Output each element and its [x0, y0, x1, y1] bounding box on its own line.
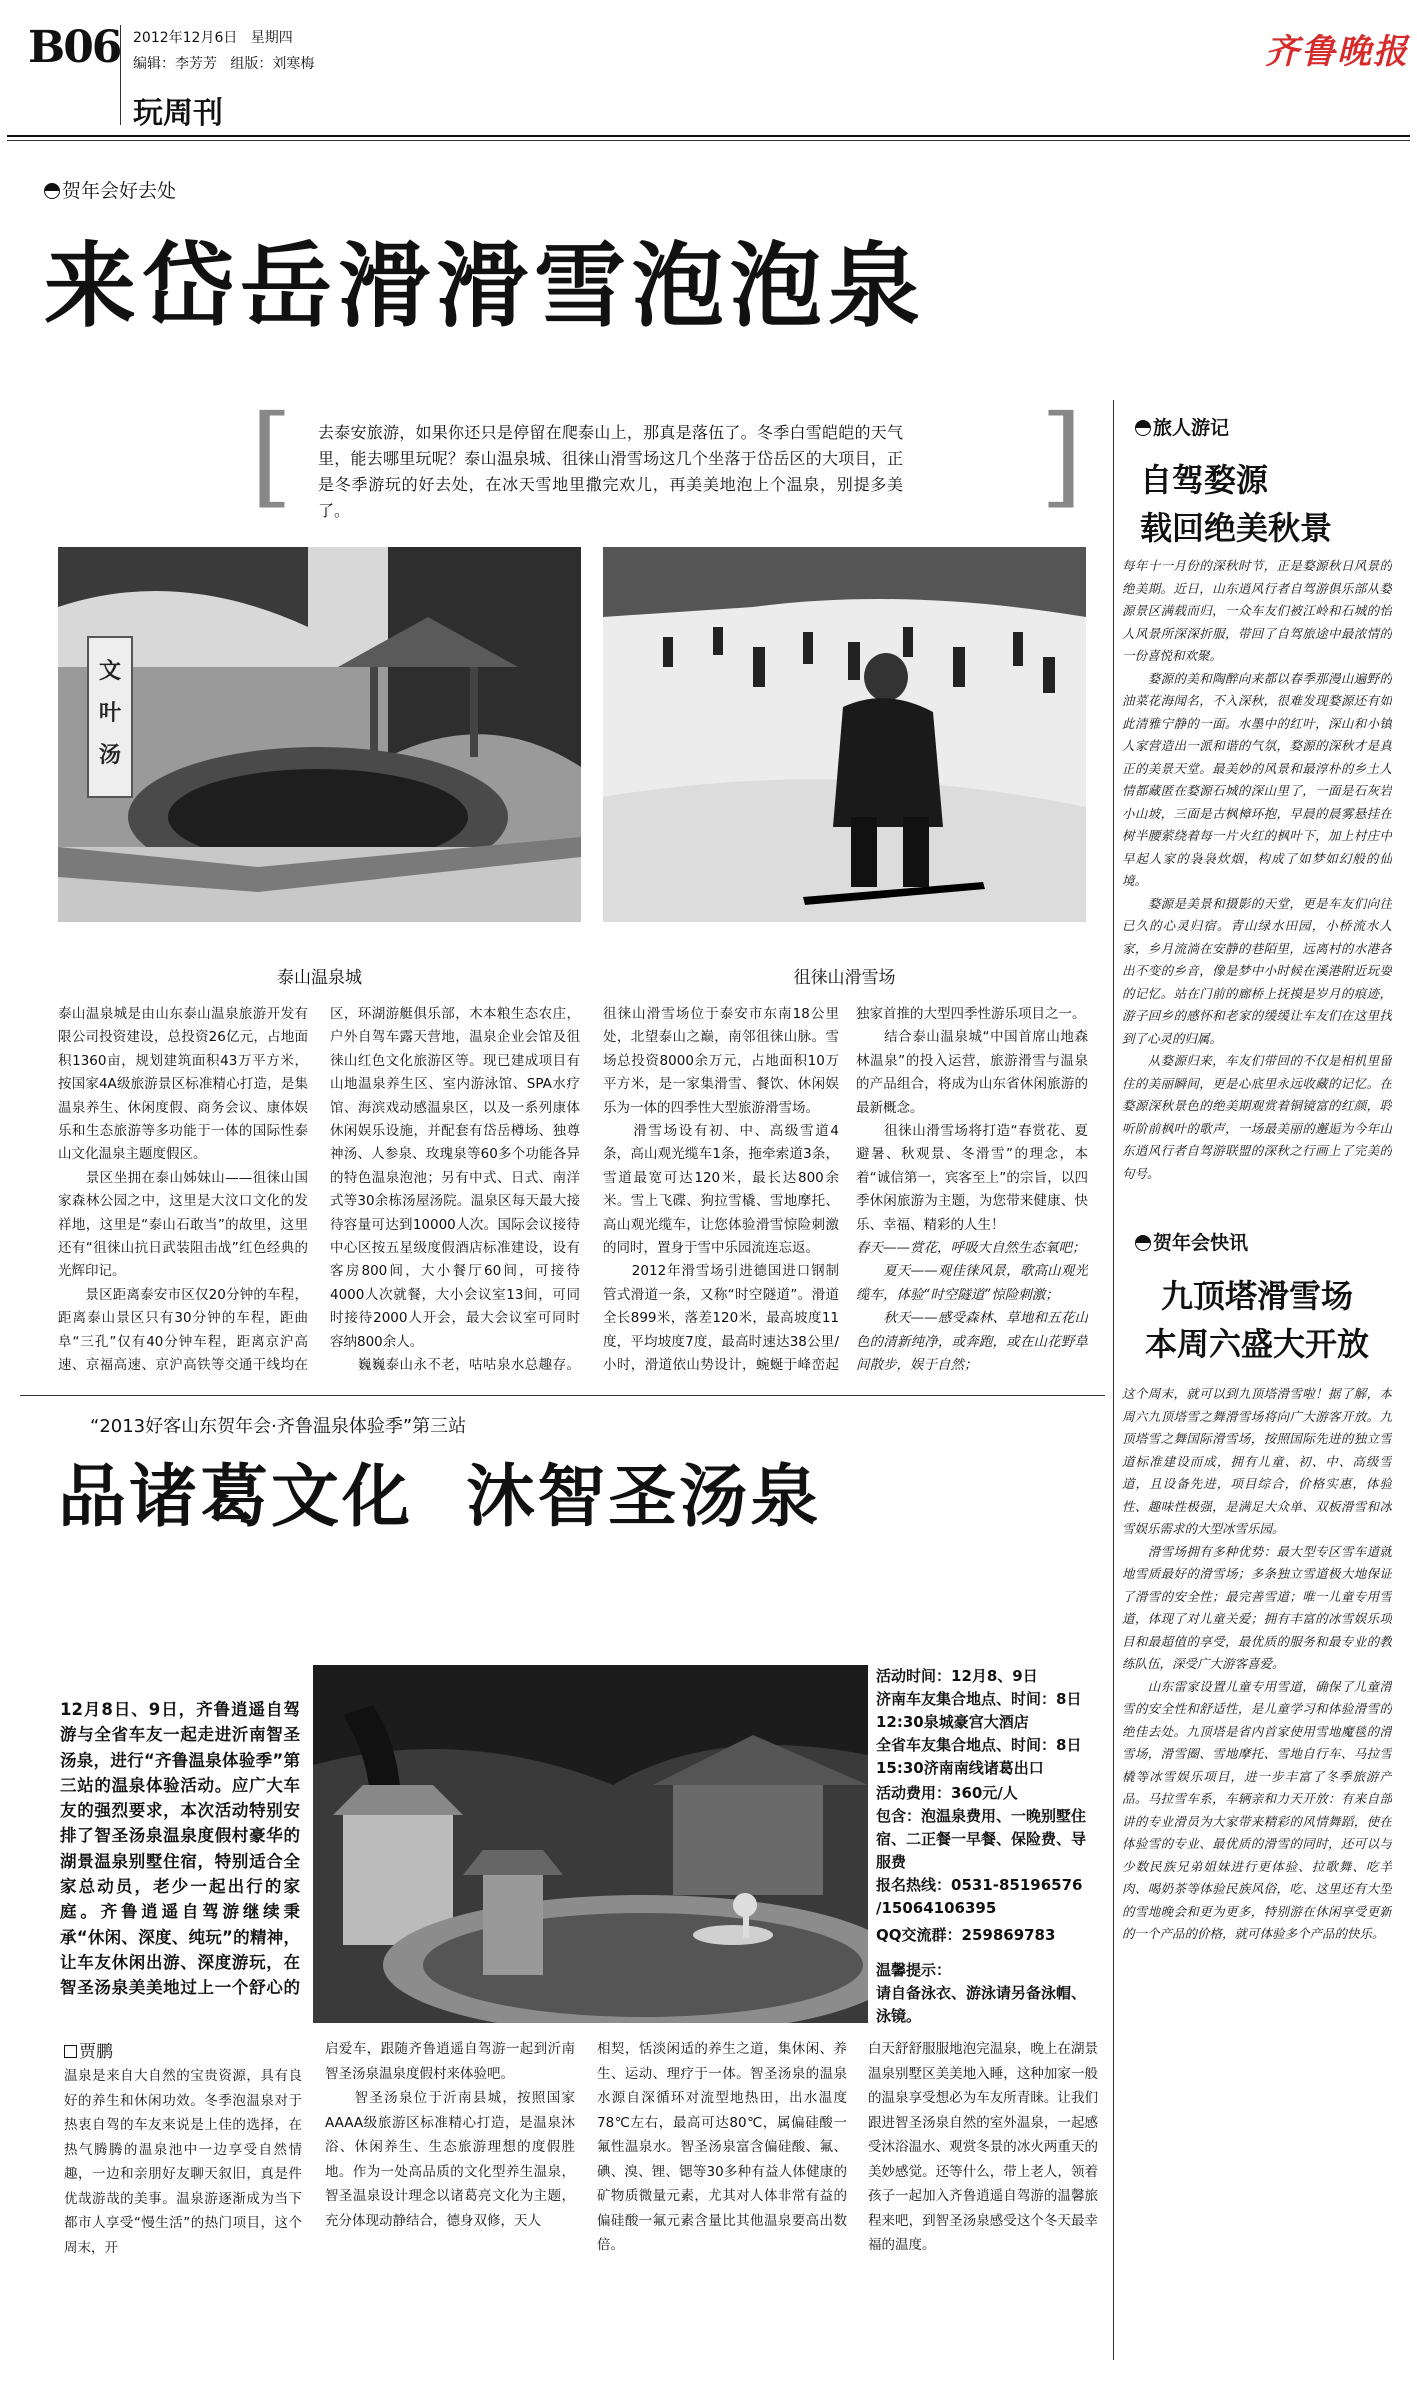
- info-qq-group: QQ交流群：259869783: [876, 1926, 1056, 1944]
- lead-bracket-right-icon: ]: [1040, 391, 1083, 519]
- article2-col1: 温泉是来自大自然的宝贵资源，具有良好的养生和休闲功效。冬季泡温泉对于热衷自驾的车友来说是上佳的选择，在热气腾腾的温泉池中一边享受自然情趣，一边和亲朋好友聊天叙旧，真是件优哉游哉的美事。温泉游逐渐成为当下都市人享受“慢生活”的热门项目，这个周末，开: [64, 2068, 302, 2256]
- article2-byline: [64, 2037, 113, 2062]
- newspaper-logo: 齐鲁晚报: [1265, 32, 1409, 72]
- sign-text: 文叶汤: [98, 659, 121, 768]
- article2-title: 品诸葛文化 沐智圣汤泉: [58, 1458, 822, 1537]
- sidebar2-text: 这个周末，就可以到九顶塔滑雪啦！据了解，本周六九顶塔雪之舞滑雪场将向广大游客开放。九顶塔雪之舞国际滑雪场，按照国际先进的独立雪道标准建设而成，拥有儿童、初、中、高级雪道，且设备先进，项目综合，价格实惠，体验性、趣味性极强，是满足大众单、双板滑雪和冰雪娱乐需求的大型冰雪乐园。 滑雪场拥有多种优势：最大型专区雪车道就地雪质最好的滑雪场；多条独立雪道极大地保证了滑雪的安全性；最完善雪道；唯一儿童专用雪道，体现了对儿童关爱；拥有丰富的冰雪娱乐项目和最超值的享受，最优质的服务和最专业的教练队伍，深受广大游客喜爱。 山东雷家设置儿童专用雪道，确保了儿童滑雪的安全性和舒适性，是儿童学习和体验滑雪的绝佳去处。九顶塔是省内首家使用雪地魔毯的滑雪场，滑雪圈、雪地摩托、雪地自行车、马拉雪橇等冰雪娱乐项目，进一步丰富了冬季旅游产品。马拉雪车系，车辆亲和力天开放：有来自部讲的专业滑员为大家带来精彩的风情舞蹈，使在体验雪的专业、最优质的滑雪的同时，还可以与少数民族兄弟姐妹进行更体验、拉歌舞、吃羊肉、喝奶茶等体验民族风俗，吃、这里还有大型的雪地晚会和更为更多，特别游在休闲享受更新的一个产品的价格，就可体验多个产品的快乐。: [1122, 1386, 1392, 1941]
- sidebar1-kicker-text: 旅人游记: [1153, 417, 1230, 439]
- article2-lead: 12月8日、9日，齐鲁逍遥自驾游与全省车友一起走进沂南智圣汤泉，进行“齐鲁温泉体验季”第三站的温泉体验活动。应广大车友的强烈要求，本次活动特别安排了智圣汤泉温泉度假村豪华的湖景温泉别墅住宿，特别适合全家总动员，老少一起出行的家庭。齐鲁逍遥自驾游继续秉承“休闲、深度、纯玩”的精神，让车友休闲出游、深度游玩，在智圣汤泉美美地过上一个舒心的: [60, 1700, 300, 1997]
- hot-spring-photo: [58, 547, 581, 922]
- article1-title: 来岱岳滑滑雪泡泡泉: [44, 233, 927, 340]
- event-info-panel: [876, 1665, 1098, 2035]
- article2-col2: 启爱车，跟随齐鲁逍遥自驾游一起到沂南智圣汤泉温泉度假村来体验吧。 智圣汤泉位于沂南县城，按照国家AAAA级旅游区标准精心打造，是温泉沐浴、休闲养生、生态旅游理想的度假胜地。作为一处高品质的文化型养生温泉，智圣温泉设计理念以诸葛亮文化为主题，充分体现动静结合，德身双修，天人: [325, 2041, 575, 2229]
- editor-credits: 编辑：李芳芳 组版：刘寒梅: [133, 56, 315, 72]
- page-header: [0, 0, 1417, 135]
- issue-date: 2012年12月6日 星期四: [133, 30, 293, 46]
- sidebar1-text: 每年十一月份的深秋时节，正是婺源秋日风景的绝美期。近日，山东逍风行者自驾游俱乐部从婺源景区满载而归，一众车友们被江岭和石城的怡人风景所深深折服，带回了自驾旅途中最浓情的一份喜悦和欢聚。 婺源的美和陶醉向来都以春季那漫山遍野的油菜花海闻名，不入深秋，很难发现婺源还有如此清雅宁静的一面。水墨中的红叶，深山和小镇人家营造出一派和谐的气氛，婺源的深秋才是真正的美景天堂。最美妙的风景和最淳朴的乡土人情都藏匿在婺源石城的深山里了，一面是石灰岩小山坡，三面是古枫樟环抱，早晨的晨雾悬挂在树半腰萦绕着每一片火红的枫叶下，加上村庄中早起人家的袅袅炊烟，构成了如梦如幻般的仙境。 婺源是美景和摄影的天堂，更是车友们向往已久的心灵归宿。青山绿水田园，小桥流水人家，乡月流淌在安静的巷陌里，远离村的水港各出不变的乡音，像是梦中小时候在溪港附近玩耍的记忆。站在门前的廊桥上抚摸是岁月的痕迹，游子回乡的感怀和老家的缓缓让车友们在这里找到了心灵的归属。 从婺源归来，车友们带回的不仅是相机里留住的美丽瞬间，更是心底里永远收藏的记忆。在婺源深秋景色的绝美期观赏着铜镜富的红颜，聆听阶前枫叶的歌声，一场最美丽的邂逅为今年山东逍风行者自驾游联盟的深秋之行画上了完美的句号。: [1122, 558, 1392, 1181]
- info-hotline: 报名热线：0531-85196576 /15064106395: [876, 1876, 1083, 1917]
- page-number: B06: [28, 22, 121, 73]
- article1-lead: 去泰安旅游，如果你还只是停留在爬泰山上，那真是落伍了。冬季白雪皑皑的天气里，能去哪里玩呢？泰山温泉城、徂徕山滑雪场这几个坐落于岱岳区的大项目，正是冬季游玩的好去处，在冰天雪地里撒完欢儿，再美美地泡上个温泉，别提多美了。: [318, 423, 903, 520]
- sidebar2-title: 九顶塔滑雪场 本周六盛大开放: [1144, 1277, 1369, 1363]
- article1-col4-wrap: [856, 1003, 1088, 1381]
- article1-kicker-text: 贺年会好去处: [62, 180, 177, 202]
- section-name: 玩周刊: [133, 96, 223, 131]
- byline-box-icon: [64, 2045, 77, 2058]
- info-fee: 活动费用：360元/人: [876, 1784, 1018, 1802]
- article2-col3: 相契，恬淡闲适的养生之道，集休闲、养生、运动、理疗于一体。智圣汤泉的温泉水源自深循环对流型地热田，出水温度78℃左右，最高可达80℃，属偏硅酸一氟性温泉水。智圣汤泉富含偏硅酸、氟、碘、溴、锂、锶等30多种有益人体健康的矿物质微量元素，尤其对人体非常有益的偏硅酸一氟元素含量比其他温泉要高出数倍。: [597, 2041, 847, 2253]
- header-divider: [120, 25, 121, 125]
- info-includes: 包含：泡温泉费用、一晚别墅住宿、二正餐一早餐、保险费、导服费: [876, 1807, 1087, 1871]
- info-tips-label: 温馨提示：: [876, 1961, 952, 1979]
- sidebar2-kicker: [1135, 1228, 1248, 1255]
- article1-col2: 区，环湖游艇俱乐部，木本粮生态农庄，户外自驾车露天营地，温泉企业会馆及徂徕山红色文化旅游区等。现已建成项目有山地温泉养生区、室内游泳馆、SPA水疗馆、海滨戏动感温泉区，以及一系列康体休闲娱乐设施，并配套有岱岳樽场、独尊神汤、人参泉、玫瑰泉等60多个功能各异的特色温泉泡池；另有中式、日式、南洋式等30余栋汤屋汤院。温泉区每天最大接待容量可达到10000人次。国际会议接待中心区按五星级度假酒店标准建设，设有客房800间，大小餐厅60间，可接待4000人次就餐，大小会议室13间，可同时接待2000人开会，最大会议室可同时容纳800余人。 巍巍泰山永不老，咕咕泉水总趣存。: [330, 1006, 580, 1374]
- caption-hot-spring: 泰山温泉城: [277, 968, 362, 988]
- article1-kicker: [44, 176, 176, 203]
- kicker-bullet-icon: [44, 183, 60, 199]
- article1-col1: 泰山温泉城是由山东泰山温泉旅游开发有限公司投资建设，总投资26亿元，占地面积1360亩，规划建筑面积43万平方米，按国家4A级旅游景区标准精心打造，是集温泉养生、休闲度假、商务会议、康体娱乐和生态旅游等多功能于一体的国际性泰山文化温泉主题度假区。 景区坐拥在泰山姊妹山——徂徕山国家森林公园之中，这里是大汶口文化的发祥地，这里是“泰山石敢当”的故里，这里还有“徂徕山抗日武装阻击战”红色经典的光辉印记。 景区距离泰安市区仅20分钟的车程，距离泰山景区只有30分钟的车程，距曲阜“三孔”仅有40分钟车程，距离京沪高速、京福高速、京沪高铁等交通干线均在: [58, 1006, 308, 1374]
- zhisheng-hot-spring-photo: [313, 1665, 868, 2023]
- info-jinan-meet: 济南车友集合地点、时间：8日12:30泉城豪宫大酒店: [876, 1690, 1082, 1731]
- article2-series: “2013好客山东贺年会·齐鲁温泉体验季”第三站: [90, 1416, 467, 1437]
- article1-col3: 徂徕山滑雪场位于泰安市东南18公里处，北望泰山之巅，南邻徂徕山脉。雪场总投资8000余万元，占地面积10万平方米，是一家集滑雪、餐饮、休闲娱乐为一体的四季性大型旅游滑雪场。 滑雪场设有初、中、高级雪道4条，高山观光缆车1条，拖牵索道3条，雪道最宽可达120米，最长达800余米。雪上飞碟、狗拉雪橇、雪地摩托、高山观光缆车，让您体验滑雪惊险刺激的同时，置身于雪中乐园流连忘返。 2012年滑雪场引进德国进口钢制管式滑道一条，又称“时空隧道”。滑道全长899米，落差120米，最高坡度11度，平均坡度7度，最高时速达38公里/小时，滑道依山势设计，蜿蜒于峰峦起: [603, 1006, 839, 1374]
- article1-col4-poem: 春天——赏花，呼吸大自然生态氧吧； 夏天——观佳徕风景，歌高山观光缆车，体验“时空隧道”惊险刺激； 秋天——感受森林、草地和五花山色的清新纯净，或奔跑，或在山花野草间散步，娱于自然；: [856, 1240, 1088, 1374]
- info-tips-text: 请自备泳衣、游泳请另备泳帽、泳镜。: [876, 1984, 1087, 2025]
- article2-col4: 白天舒舒服服地泡完温泉，晚上在湖景温泉别墅区美美地入睡，这种加家一般的温泉享受想必为车友所青睐。让我们跟进智圣汤泉自然的室外温泉，一起感受沐浴温水、观赏冬景的冰火两重天的美妙感觉。还等什么，带上老人，领着孩子一起加入齐鲁逍遥自驾游的温馨旅程来吧，到智圣汤泉感受这个冬天最幸福的温度。: [868, 2041, 1098, 2253]
- sidebar2-kicker-text: 贺年会快讯: [1153, 1232, 1249, 1254]
- lead-bracket-left-icon: [: [250, 391, 293, 519]
- ski-resort-photo: [603, 547, 1086, 922]
- article2-byline-name: 贾鹏: [79, 2042, 113, 2062]
- sidebar1-title: 自驾婺源 载回绝美秋景: [1140, 461, 1333, 547]
- caption-ski-resort: 徂徕山滑雪场: [793, 968, 896, 988]
- info-province-meet: 全省车友集合地点、时间：8日15:30济南南线诸葛出口: [876, 1736, 1082, 1777]
- kicker-bullet-icon: [1135, 420, 1151, 436]
- header-rule: [7, 135, 1410, 137]
- header-rule-thin: [7, 140, 1410, 141]
- info-time: 活动时间：12月8、9日: [876, 1667, 1038, 1685]
- kicker-bullet-icon: [1135, 1235, 1151, 1251]
- sidebar1-kicker: [1135, 413, 1229, 440]
- sidebar-divider: [1113, 400, 1114, 2360]
- article1-col4: 独家首推的大型四季性游乐项目之一。 结合泰山温泉城“中国首席山地森林温泉”的投入运营，旅游滑雪与温泉的产品组合，将成为山东省休闲旅游的最新概念。 徂徕山滑雪场将打造“春赏花、夏避暑、秋观景、冬滑雪”的理念，本着“诚信第一，宾客至上”的宗旨，以四季休闲旅游为主题，为您带来健康、快乐、幸福、精彩的人生！: [856, 1006, 1088, 1233]
- article2-divider: [20, 1395, 1105, 1396]
